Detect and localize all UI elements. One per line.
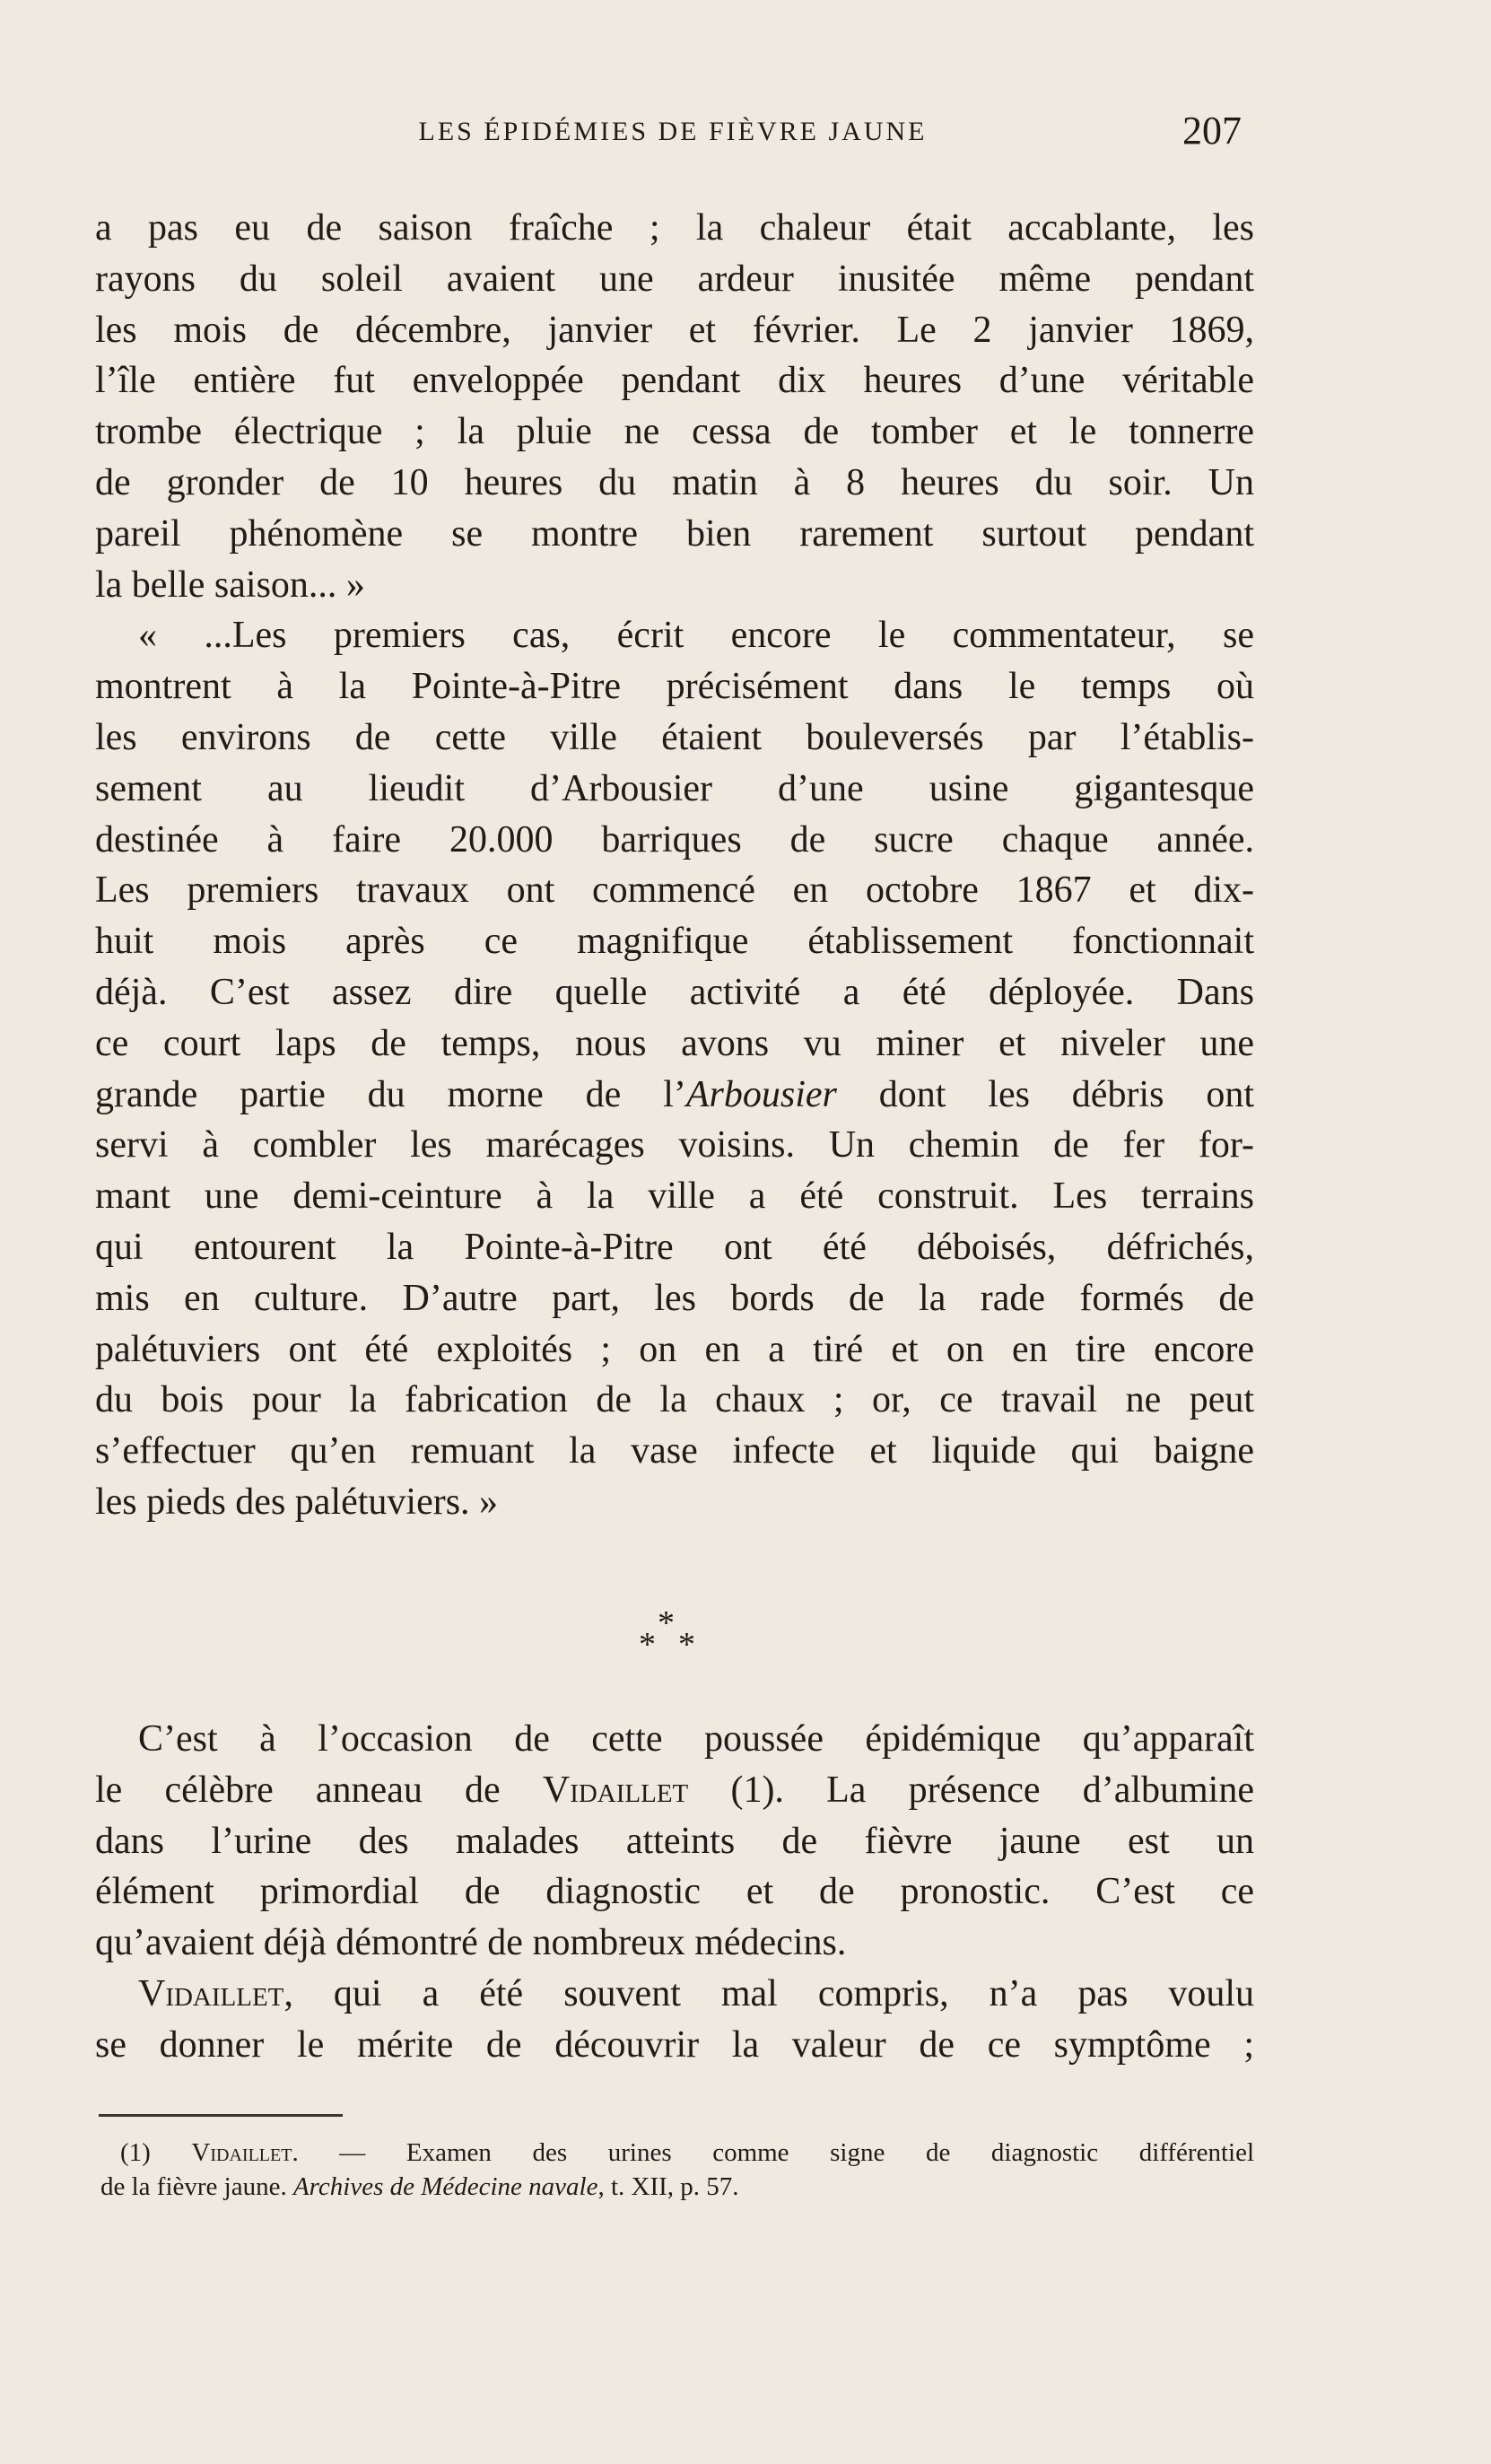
text-line: destinée à faire 20.000 barriques de sucre chaque année. xyxy=(95,818,1254,861)
second-text-block xyxy=(95,1714,1254,2071)
text-line: qu’avaient déjà démontré de nombreux médecins. xyxy=(95,1922,847,1964)
text-line: déjà. C’est assez dire quelle activité a été déployée. Dans xyxy=(95,971,1254,1013)
text-line: rayons du soleil avaient une ardeur inusitée même pendant xyxy=(95,258,1254,300)
text-line: élément primordial de diagnostic et de pronostic. C’est ce xyxy=(95,1871,1254,1913)
text-line xyxy=(95,1969,1254,2020)
text-line: C’est à l’occasion de cette poussée épidémique qu’apparaît xyxy=(138,1718,1254,1760)
text-fragment: le célèbre anneau de xyxy=(95,1769,543,1811)
footnote-line xyxy=(100,2170,1254,2204)
text-line: la belle saison... » xyxy=(95,564,365,606)
text-line: du bois pour la fabrication de la chaux ; or, ce travail ne peut xyxy=(95,1379,1254,1421)
text-line: a pas eu de saison fraîche ; la chaleur était accablante, les xyxy=(95,207,1254,249)
text-line: servi à combler les marécages voisins. Un chemin de fer for- xyxy=(95,1124,1254,1166)
text-line: montrent à la Pointe-à-Pitre précisément dans le temps où xyxy=(95,666,1254,708)
footnote-author: Vidaillet xyxy=(191,2138,292,2167)
italic-place-name: Arbousier xyxy=(685,1073,837,1115)
asterism-star: * xyxy=(678,1626,695,1664)
text-line: ce court laps de temps, nous avons vu miner et niveler une xyxy=(95,1022,1254,1064)
text-line: « ...Les premiers cas, écrit encore le commentateur, se xyxy=(138,615,1254,657)
text-line: de gronder de 10 heures du matin à 8 heures du soir. Un xyxy=(95,461,1254,503)
text-line: mis en culture. D’autre part, les bords de la rade formés de xyxy=(95,1277,1254,1319)
text-fragment: , qui a été souvent mal compris, n’a pas voulu xyxy=(283,1972,1254,2014)
text-line: trombe électrique ; la pluie ne cessa de tomber et le tonnerre xyxy=(95,411,1254,453)
asterism-star: * xyxy=(639,1626,656,1664)
text-line xyxy=(95,1070,1254,1121)
page-number: 207 xyxy=(1182,109,1242,153)
text-line: les mois de décembre, janvier et février. Le 2 janvier 1869, xyxy=(95,309,1254,351)
text-line: qui entourent la Pointe-à-Pitre ont été déboisés, défrichés, xyxy=(95,1226,1254,1268)
text-line: l’île entière fut enveloppée pendant dix heures d’une véritable xyxy=(95,360,1254,402)
text-line: dans l’urine des malades atteints de fièvre jaune est un xyxy=(95,1820,1254,1862)
text-line: palétuviers ont été exploités ; on en a tiré et on en tire encore xyxy=(95,1328,1254,1370)
footnote-divider xyxy=(99,2114,343,2117)
asterism xyxy=(628,1606,709,1669)
footnote-line xyxy=(100,2136,1254,2170)
text-line: huit mois après ce magnifique établissement fonctionnait xyxy=(95,921,1254,963)
text-line: sement au lieudit d’Arbousier d’une usine gigantesque xyxy=(95,767,1254,809)
text-fragment: grande partie du morne de l’ xyxy=(95,1073,686,1115)
text-fragment: (1). La présence d’albumine xyxy=(688,1769,1254,1811)
text-line: mant une demi-ceinture à la ville a été construit. Les terrains xyxy=(95,1175,1254,1218)
author-name: Vidaillet xyxy=(138,1972,284,2014)
footnote-journal: Archives de Médecine navale xyxy=(292,2172,598,2201)
text-line: se donner le mérite de découvrir la valeur de ce symptôme ; xyxy=(95,2023,1254,2066)
asterism-star: * xyxy=(658,1604,675,1642)
footnote-text: . — Examen des urines comme signe de diagnostic différentiel xyxy=(292,2138,1254,2167)
text-line: les environs de cette ville étaient bouleversés par l’établis- xyxy=(95,716,1254,758)
text-line xyxy=(95,1765,1254,1816)
text-line: les pieds des palétuviers. » xyxy=(95,1481,499,1523)
text-fragment: dont les débris ont xyxy=(836,1073,1254,1115)
text-line: Les premiers travaux ont commencé en octobre 1867 et dix- xyxy=(95,869,1254,912)
running-title xyxy=(350,115,996,148)
author-name: Vidaillet xyxy=(542,1769,689,1811)
footnote-text: de la fièvre jaune. xyxy=(100,2172,293,2201)
footnotes xyxy=(100,2136,1254,2204)
footnote-text: , t. XII, p. 57. xyxy=(597,2172,739,2201)
main-text-block xyxy=(95,203,1254,1528)
text-line: s’effectuer qu’en remuant la vase infecte et liquide qui baigne xyxy=(95,1430,1254,1472)
running-title-text: LES ÉPIDÉMIES DE FIÈVRE JAUNE xyxy=(418,117,928,146)
footnote-marker: (1) xyxy=(120,2138,151,2167)
text-line: pareil phénomène se montre bien rarement surtout pendant xyxy=(95,512,1254,555)
